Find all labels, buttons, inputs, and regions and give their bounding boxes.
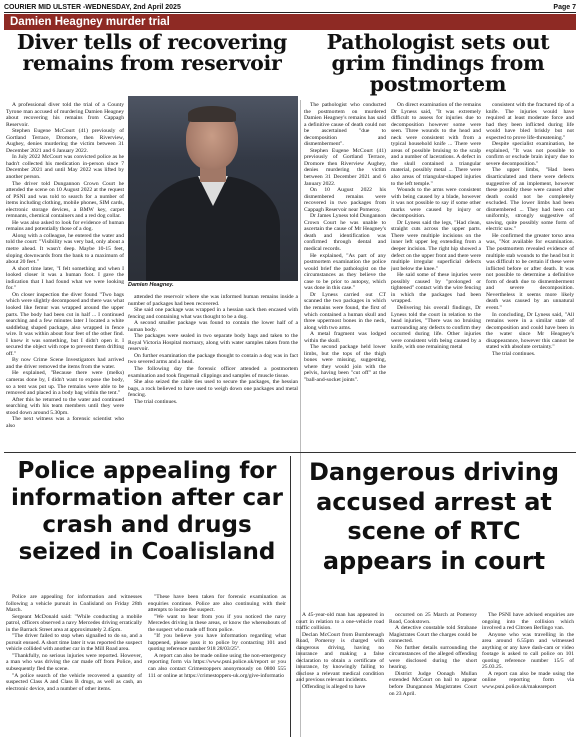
paragraph: He explained, "Because there were (melks) cameras done by, I didn't want to expose the body, so a tent was put up. The remains were able to be removed and placed in a body bag within the tent."	[6, 370, 124, 397]
paragraph: "Thankfully, no serious injuries were reported. However, a man who was driving the car made off from Police, and subsequently fled the scene.	[6, 652, 142, 673]
paragraph: "If you believe you have information regarding what happened, please pass it to police by contacting 101 and quoting reference number 918 28/03/25".	[148, 633, 286, 653]
paragraph: occurred on 25 March at Pomeroy Road, Cookstown.	[389, 612, 477, 625]
paragraph: A metal fragment was lodged within the skull.	[304, 331, 386, 344]
paragraph: Dr Lyness carried out CT scanned the two packages in which the remains were found, the first of which contained a human skull and three uppermost bones in the neck, along with two arms.	[304, 291, 386, 331]
photo-caption: Damien Heagney.	[128, 282, 174, 288]
headline-dangerous-driving: Dangerous driving accused arrest at scene of RTC appears in court	[308, 458, 560, 575]
masthead-issue: COURIER MID ULSTER -WEDNESDAY, 2nd April 2025	[4, 3, 181, 11]
paragraph: She said one package was wrapped in a hessian sack then encased with fencing and containing what was thought to be a dog.	[128, 307, 298, 320]
paragraph: Stephen Eugene McCourt (41) previously of Gortland Terrace, Dromore then Riverview Aughey, denies murdering the victim between 31 December 2021 and 6 January 2022.	[304, 147, 386, 187]
police-column-2	[148, 594, 286, 734]
paragraph: No further details surrounding the circumstances of the alleged offending were disclosed during the short hearing.	[389, 644, 477, 671]
driving-column-1	[296, 612, 384, 734]
paragraph: He confirmed the greater torso area was, "Not available for examination. The postmortem revealed evidence of multiple stab wounds to the head but it was difficult to be certain if these were inflicted before or after death. It was not possible to determine a definitive form of death due to dismemberment and severe decomposition. Nevertheless it seems more likely death was caused by an unnatural event."	[486, 232, 574, 311]
paragraph: A report can also be made online using the non-emergency reporting form via https://www.psni.police.uk/report or you can also contact Crimestoppers anonymously on 0800 555 111 or online at https://crimestoppers-uk.org/give-informatio	[148, 652, 286, 679]
paragraph: In July 2022 McCourt was convicted police as he hadn't collected his medication in-person since 7 December 2021 and until May 2022 was lifted by another person.	[6, 154, 124, 181]
paragraph: Anyone who was travelling in the area around 6.55pm and witnessed anything or any have dash-cam or video footage is asked to call police on 101 quoting reference number 15/5 of 25.03.25.	[482, 631, 574, 671]
paragraph: District Judge Oonagh Mullan extended McCourt on bail to appear before Dungannon Magistrates Court on 23 April.	[389, 670, 477, 697]
paragraph: A second smaller package was found to contain the lower half of a human body.	[128, 320, 298, 333]
pathologist-column-1	[304, 102, 386, 450]
paragraph: Sergeant McDonald said: "While conducting a mobile patrol, officers observed a navy Mercedes driving erratically in the Barrack Street area at approximately 2.45pm.	[6, 613, 142, 633]
paragraph: "We want to hear from you if you noticed the navy Mercedes driving in these areas, or know the whereabouts of the suspect who made off from police.	[148, 613, 286, 633]
paragraph: The trial continues.	[492, 350, 536, 357]
paragraph: After this he returned to the water and continued searching with his team members until they were stood down around 5.30pm.	[6, 396, 124, 416]
masthead	[4, 2, 576, 13]
paragraph: Along with a colleague, he entered the water and told the court: "Visibility was very bad, only about a metre ahead. It wasn't deep. Maybe 10-15 feet, sloping downwards from the bank to a maximum of about 20 feet."	[6, 232, 124, 266]
pathologist-column-2	[391, 102, 481, 450]
damien-heagney-photo	[128, 96, 298, 281]
police-column-1	[6, 594, 142, 734]
paragraph: The pathologist who conducted the postmortem on murdered Damien Heagney's remains has said a definitive cause of death could not be ascertained "due to decomposition and dismemberment".	[304, 102, 386, 148]
paragraph: He said some of these injuries were possibly caused by "prolonged or tightened" contact with the wire fencing in which the packages had been wrapped.	[391, 272, 481, 305]
page-number: Page 7	[553, 3, 576, 11]
driving-column-2	[389, 612, 477, 734]
paragraph: Offending is alleged to have	[302, 684, 366, 691]
paragraph: Delivering his overall findings, Dr Lyness told the court in relation to the head injuries, "There was no bruising surrounding any defects to confirm they occurred during life. Other injuries were consistent with being caused by a knife, with one remaining metal	[391, 304, 481, 351]
paragraph: A detective constable told Strabane Magistrates Court the charges could be connected.	[389, 625, 477, 645]
paragraph: A report can also be made using the online reporting form via www.psni.police.uk/makeareport	[482, 670, 574, 691]
paragraph: A short time later, "I felt something and when I looked closer it was a human foot. I gave the indication that I had found what we were looking for."	[6, 265, 124, 292]
paragraph: attended the reservoir where she was informed human remains inside a number of packages had been recovered.	[128, 294, 298, 307]
headline-police-appeal: Police appealing for information after car crash and drugs seized in Coalisland	[11, 458, 283, 565]
paragraph: On direct examination of the remains Dr Lyness said, "It was extremely difficult to assess for injuries due to decomposition however some were seen. Three wounds to the head and neck were consistent with from a typical household knife ... There were areas of possible bruising to the scalp and a number of lacerations. A defect in the skull contained a triangular material, possibly metal ... There were also areas of triangular-shaped injuries to the left temple."	[391, 102, 481, 187]
paragraph: A 45-year-old man has appeared in court in relation to a one-vehicle road traffic collision.	[296, 612, 384, 632]
paragraph: Stephen Eugene McCourt (41) previously of Gortland Terrace, Dromore, then Riverview, Aughey, denies murdering the victim between 31 December 2021 and 6 January 2022.	[6, 128, 124, 154]
section-banner: Damien Heagney murder trial	[4, 14, 576, 30]
pathologist-column-3	[486, 102, 574, 450]
paragraph: "A police search of the vehicle recovered a quantity of suspected Class A and Class B drugs, as well as cash, an electronic device, and a number of other items.	[6, 672, 142, 692]
section-divider	[4, 452, 576, 453]
bottom-column-rule	[290, 456, 291, 737]
paragraph: On 10 August 2022 his dismembered remains were recovered in two packages from Cappagh Reservoir near Pomeroy.	[304, 187, 386, 213]
paragraph: The packages were sealed in two separate body bags and taken to the Royal Victoria Hospital mortuary, along with water samples taken from the reservoir.	[128, 333, 298, 353]
paragraph: By now Crime Scene Investigators had arrived and the driver removed the items from the water.	[6, 357, 124, 370]
paragraph: On further examination the package thought to contain a dog was in fact two severed arms and a head.	[128, 352, 298, 366]
paragraph: In concluding, Dr Lyness said, "All remains were in a similar state of decomposition and could have been in the water since Mr Heagney's disappearance, however this cannot be stated with absolute certainty."	[486, 311, 574, 351]
paragraph: "These have been taken for forensic examination as enquiries continue. Police are also continuing with their attempts to locate the suspect.	[148, 594, 286, 614]
paragraph: The upper limbs, "Had been disarticulated and there were defects suggestive of an implement, however these possibly these were caused after death could not be completely excluded. The lower limbs had been dismembered ... They had been cut uniformly, strongly suggestive of sawing, quite possibly some form of electric saw."	[486, 167, 574, 233]
driving-column-3	[482, 612, 574, 734]
paragraph: Declan McCourt from Burnbrenagh Road, Pomeroy is charged with dangerous driving, having no insurance and making a false declaration to obtain a certificate of insurance, by knowingly failing to disclose a relevant medical condition and previous relevant incidents.	[296, 631, 384, 684]
paragraph: The second package held lower limbs, but the tops of the thigh bones were missing, suggesting, where they would join with the pelvis, having been "cut off" at the "ball-and-socket joints".	[304, 344, 386, 383]
paragraph: She also seized the cable ties used to secure the packages, the hessian bags, a rock believed to have used to weigh down one packages and metal fencing.	[128, 379, 298, 399]
paragraph: The PSNI have advised enquiries are ongoing into the collision which involved a red Citroen Berlingo van.	[482, 612, 574, 632]
paragraph: The following day the forensic officer attended a postmortem examination and took fingernail clippings and samples of muscle tissue.	[128, 366, 298, 379]
headline-diver: Diver tells of recovering remains from reservoir	[16, 30, 288, 75]
paragraph: consistent with the fractured tip of a knife. The injuries would have required at least moderate force and had they been inflicted during life would have bled briskly but not expected to prove life-threatening."	[486, 102, 574, 141]
headline-pathologist: Pathologist sets out grim findings from postmortem	[326, 30, 550, 96]
paragraph: "The driver failed to stop when signalled to do so, and a pursuit ensued. A short time later it was reported the suspect vehicle collided with another car in the Mill Road area.	[6, 633, 142, 653]
paragraph: The trial continues.	[134, 398, 178, 405]
paragraph: Dr Lyness said the legs, "Had clean, straight cuts across the upper parts. There were multiple incisions on the inner left upper leg extending from a deeper incision. The right hip showed a defect on the upper front and there were multiple irregular superficial defects just below the knee."	[391, 219, 481, 272]
diver-column-2	[128, 294, 298, 450]
paragraph: A professional diver told the trial of a County Tyrone man accused of murdering Damien Heagney about recovering his remains from Cappagh Reservoir.	[6, 102, 124, 128]
diver-column-1	[6, 102, 124, 450]
paragraph: The driver told Dungannon Crown Court he attended the scene on 10 August 2022 at the request of PSNI and was told to search for a number of items including clothing, mobile phones, SIM cards, electronic storage devices, a BMW key, carpet remnants, chemical containers and a red dog collar.	[6, 180, 124, 220]
paragraph: Police are appealing for information and witnesses following a vehicle pursuit in Coalisland on Friday 28th March.	[6, 594, 142, 614]
paragraph: Despite specialist examination, he explained, "It was not possible to confirm or exclude brain injury due to severe decomposition."	[486, 141, 574, 167]
paragraph: He explained, "As part of any postmortem examination the police would brief the pathologist on the circumstances as they believe the case to be prior to autopsy, which was done in this case."	[304, 252, 386, 292]
paragraph: He was also asked to look for evidence of human remains and potentially those of a dog.	[6, 219, 124, 233]
paragraph: On closer inspection the diver found "Two bags which were slightly decomposed and there was what looked like femur was wrapped around the upper parts. The body had been cut in half ... I continued searching and a few minutes later I located a white saddlebag shaped package, also wrapped in fence wire. It was within about four feet of the other find. I knew it was something, but I didn't open it. I secured the object with rope to prevent them drifting off."	[6, 291, 124, 357]
paragraph: Wounds to the arms were consistent with being caused by a blade, however it was not possible to say if some other marks were caused by injury or decomposition.	[391, 187, 481, 220]
paragraph: The next witness was a forensic scientist who also	[6, 416, 124, 429]
paragraph: Dr James Lyness told Dungannon Crown Court he was unable to ascertain the cause of Mr Heagney's death and identification was confirmed through dental and medical records.	[304, 213, 386, 253]
